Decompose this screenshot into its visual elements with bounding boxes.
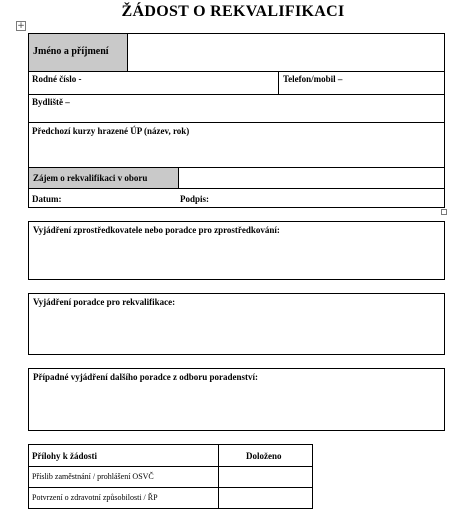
phone-label: Telefon/mobil – — [283, 74, 343, 84]
mediator-statement-label: Vyjádření zprostředkovatele nebo poradce pro zprostředkování: — [33, 225, 280, 235]
signature-label: Podpis: — [180, 194, 210, 204]
retraining-advisor-statement-label: Vyjádření poradce pro rekvalifikace: — [33, 297, 176, 307]
table-move-handle-icon[interactable]: + — [17, 21, 25, 31]
attachments-header-right: Doloženo — [246, 451, 282, 461]
attachment-row-provided-cell[interactable] — [219, 467, 312, 487]
date-label: Datum: — [32, 194, 62, 204]
address-label: Bydliště – — [32, 97, 70, 107]
name-label: Jméno a příjmení — [33, 46, 109, 57]
previous-courses-label: Předchozí kurzy hrazené ÚP (název, rok) — [32, 126, 190, 136]
attachment-row-label: Potvrzení o zdravotní způsobilosti / ŘP — [32, 493, 158, 502]
birth-number-label: Rodné číslo - — [32, 74, 82, 84]
attachments-header-left: Přílohy k žádosti — [32, 451, 98, 461]
interest-label: Zájem o rekvalifikaci v oboru — [33, 173, 148, 183]
attachment-row-provided-cell[interactable] — [219, 488, 312, 508]
form-title: ŽÁDOST O REKVALIFIKACI — [121, 3, 345, 20]
attachment-row-label: Příslib zaměstnání / prohlášení OSVČ — [32, 472, 154, 481]
other-advisor-statement-label: Případné vyjádření dalšího poradce z odboru poradenství: — [33, 372, 259, 382]
